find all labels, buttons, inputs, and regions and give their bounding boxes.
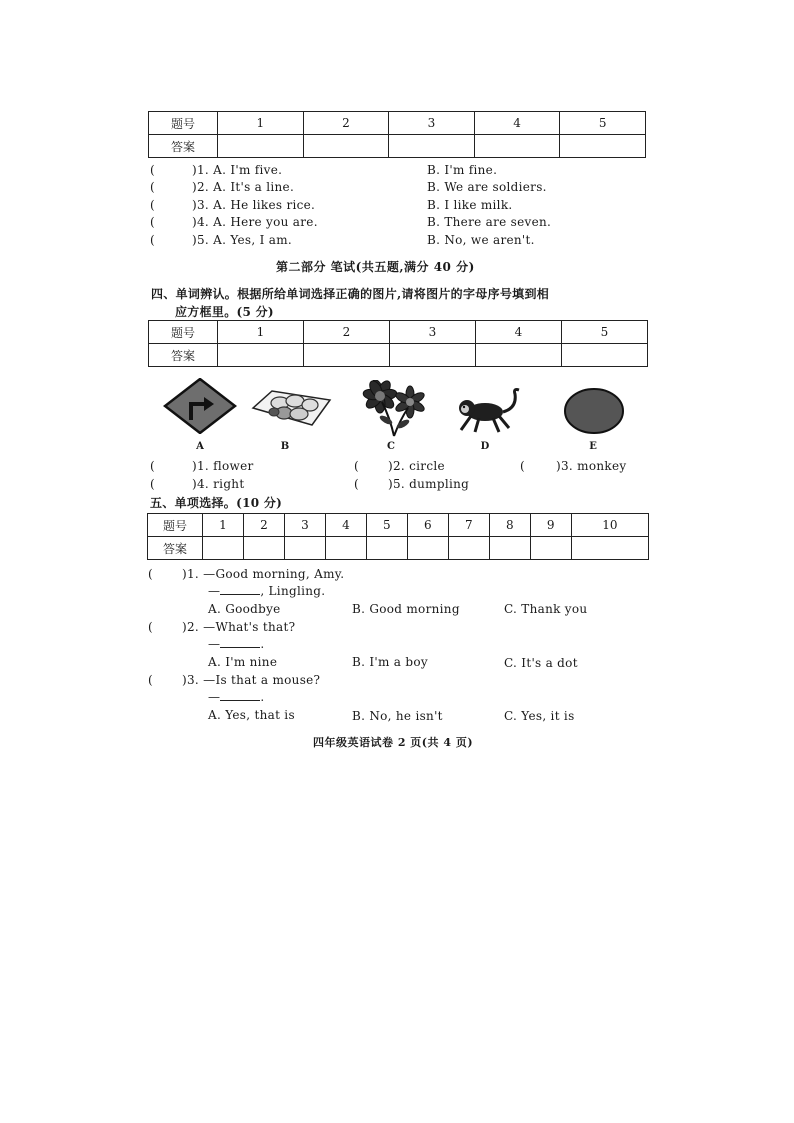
table-cell: 2 [303, 112, 389, 135]
question-item: ( )1. —Good morning, Amy. [148, 567, 345, 581]
table-cell: 4 [474, 112, 560, 135]
picture-label-b: B [280, 441, 290, 452]
answer-cell[interactable] [530, 537, 571, 560]
table-cell: 2 [304, 321, 390, 344]
answer-cell[interactable] [489, 537, 530, 560]
answer-cell[interactable] [474, 135, 560, 158]
flower-icon [360, 380, 430, 438]
circle-icon [563, 387, 625, 435]
reply-line: — , Lingling. [208, 584, 326, 598]
list-item: ( )3. A. He likes rice. [150, 198, 316, 212]
table-cell: 4 [325, 514, 366, 537]
table-header-cell: 题号 [149, 112, 218, 135]
table-cell: 1 [218, 321, 304, 344]
answer-cell[interactable] [203, 537, 244, 560]
option-b: B. Good morning [352, 602, 460, 616]
question-item: ( )3. —Is that a mouse? [148, 673, 321, 687]
word-answer-table [148, 320, 648, 367]
option-c: C. It's a dot [504, 656, 578, 670]
table-cell: 10 [571, 514, 648, 537]
list-item-option-b: B. There are seven. [427, 215, 552, 229]
answer-cell[interactable] [407, 537, 448, 560]
answer-cell[interactable] [389, 135, 475, 158]
list-item-option-b: B. I like milk. [427, 198, 513, 212]
table-cell: 6 [407, 514, 448, 537]
table-cell: 3 [389, 112, 475, 135]
answer-cell[interactable] [571, 537, 648, 560]
dumplings-icon [250, 388, 332, 428]
picture-label-d: D [480, 441, 490, 452]
table-cell: 3 [284, 514, 325, 537]
section-title: 四、单词辨认。根据所给单词选择正确的图片,请将图片的字母序号填到相 [151, 287, 550, 301]
answer-cell[interactable] [390, 344, 476, 367]
table-row [149, 135, 646, 158]
option-a: A. Goodbye [208, 602, 281, 616]
table-cell: 5 [562, 321, 648, 344]
table-cell: 1 [203, 514, 244, 537]
section-title: 五、单项选择。(10 分) [150, 496, 283, 510]
answer-blank[interactable] [220, 690, 260, 701]
answer-cell[interactable] [218, 344, 304, 367]
option-a: A. I'm nine [208, 655, 278, 669]
list-item-option-b: B. No, we aren't. [427, 233, 535, 247]
answer-cell[interactable] [304, 344, 390, 367]
turn-right-sign-icon [163, 378, 237, 434]
table-cell: 8 [489, 514, 530, 537]
answer-cell[interactable] [303, 135, 389, 158]
option-c: C. Thank you [504, 602, 588, 616]
table-row [149, 321, 648, 344]
table-cell: 2 [243, 514, 284, 537]
picture-label-c: C [387, 441, 395, 452]
table-cell: 9 [530, 514, 571, 537]
monkey-icon [455, 386, 523, 436]
option-b: B. I'm a boy [352, 655, 428, 669]
list-item: ( )2. A. It's a line. [150, 180, 295, 194]
table-row [149, 112, 646, 135]
list-item-option-b: B. I'm fine. [427, 163, 498, 177]
answer-cell[interactable] [284, 537, 325, 560]
table-cell: 1 [218, 112, 304, 135]
picture-label-a: A [196, 441, 204, 452]
option-c: C. Yes, it is [504, 709, 575, 723]
answer-cell[interactable] [366, 537, 407, 560]
list-item: ( )5. A. Yes, I am. [150, 233, 293, 247]
option-a: A. Yes, that is [208, 708, 295, 722]
word-item: ( )4. right [150, 477, 245, 491]
answer-cell[interactable] [476, 344, 562, 367]
table-cell: 7 [448, 514, 489, 537]
choice-answer-table [147, 513, 649, 560]
list-item: ( )1. A. I'm five. [150, 163, 283, 177]
answer-cell[interactable] [218, 135, 304, 158]
word-item: ( )1. flower [150, 459, 254, 473]
list-item-option-b: B. We are soldiers. [427, 180, 547, 194]
word-item: ( )5. dumpling [354, 477, 470, 491]
table-cell: 5 [366, 514, 407, 537]
answer-blank[interactable] [220, 584, 260, 595]
reply-line: — . [208, 690, 265, 704]
table-header-cell: 答案 [148, 537, 203, 560]
table-row [149, 344, 648, 367]
table-header-cell: 题号 [149, 321, 218, 344]
table-header-cell: 题号 [148, 514, 203, 537]
answer-blank[interactable] [220, 637, 260, 648]
table-header-cell: 答案 [149, 135, 218, 158]
page-footer: 四年级英语试卷 2 页(共 4 页) [313, 736, 474, 749]
answer-cell[interactable] [325, 537, 366, 560]
word-item: ( )3. monkey [520, 459, 627, 473]
list-item: ( )4. A. Here you are. [150, 215, 318, 229]
listening-answer-table [148, 111, 646, 158]
question-item: ( )2. —What's that? [148, 620, 296, 634]
section-title-cont: 应方框里。(5 分) [175, 305, 274, 319]
answer-cell[interactable] [560, 135, 646, 158]
option-b: B. No, he isn't [352, 709, 443, 723]
table-header-cell: 答案 [149, 344, 218, 367]
answer-cell[interactable] [243, 537, 284, 560]
table-row [148, 537, 649, 560]
reply-line: — . [208, 637, 265, 651]
word-item: ( )2. circle [354, 459, 445, 473]
picture-label-e: E [589, 441, 597, 452]
table-cell: 3 [390, 321, 476, 344]
answer-cell[interactable] [562, 344, 648, 367]
table-cell: 5 [560, 112, 646, 135]
part-heading: 第二部分 笔试(共五题,满分 40 分) [276, 260, 475, 274]
answer-cell[interactable] [448, 537, 489, 560]
table-cell: 4 [476, 321, 562, 344]
table-row [148, 514, 649, 537]
